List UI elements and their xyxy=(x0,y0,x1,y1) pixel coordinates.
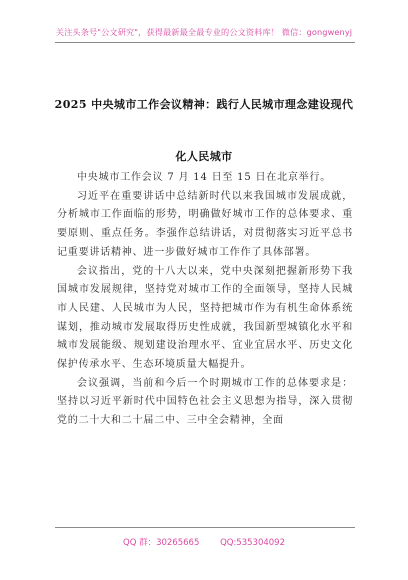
footer-qq-group: QQ 群：30265665 xyxy=(123,538,200,548)
body-paragraph: 会议指出，党的十八大以来，党中央深刻把握新形势下我国城市发展规律，坚持党对城市工作的全面领导，坚持人民城市人民建、人民城市为人民，坚持把城市作为有机生命体系统谋划，推动城市发展取得历史性成就，我国新型城镇化水平和城市发展能级、规划建设治理水平、宜业宜居水平、历史文化保护传承水平、生态环境质量大幅提升。 xyxy=(57,265,353,371)
footer-divider xyxy=(55,527,355,528)
footer-qq: QQ:535304092 xyxy=(220,538,285,548)
body-paragraph: 习近平在重要讲话中总结新时代以来我国城市发展成就，分析城市工作面临的形势，明确做好城市工作的总体要求、重要原则、重点任务。李强作总结讲话，对贯彻落实习近平总书记重要讲话精神、进一步做好城市工作作了具体部署。 xyxy=(57,190,353,258)
document-body xyxy=(57,169,353,431)
document-title-line-2: 化人民城市 xyxy=(175,150,233,163)
header-promo-note: 关注头条号"公文研究"，获得最新最全最专业的公文资料库！ 微信：gongwenyj xyxy=(55,27,353,37)
body-paragraph: 会议强调，当前和今后一个时期城市工作的总体要求是：坚持以习近平新时代中国特色社会主义思想为指导，深入贯彻党的二十大和二十届二中、三中全会精神，全面 xyxy=(57,377,353,427)
footer-contact xyxy=(0,536,408,548)
document-title-line-1: 2025 中央城市工作会议精神：践行人民城市理念建设现代 xyxy=(54,98,354,111)
body-paragraph: 中央城市工作会议 7 月 14 日至 15 日在北京举行。 xyxy=(77,172,332,183)
header-divider xyxy=(55,42,355,43)
